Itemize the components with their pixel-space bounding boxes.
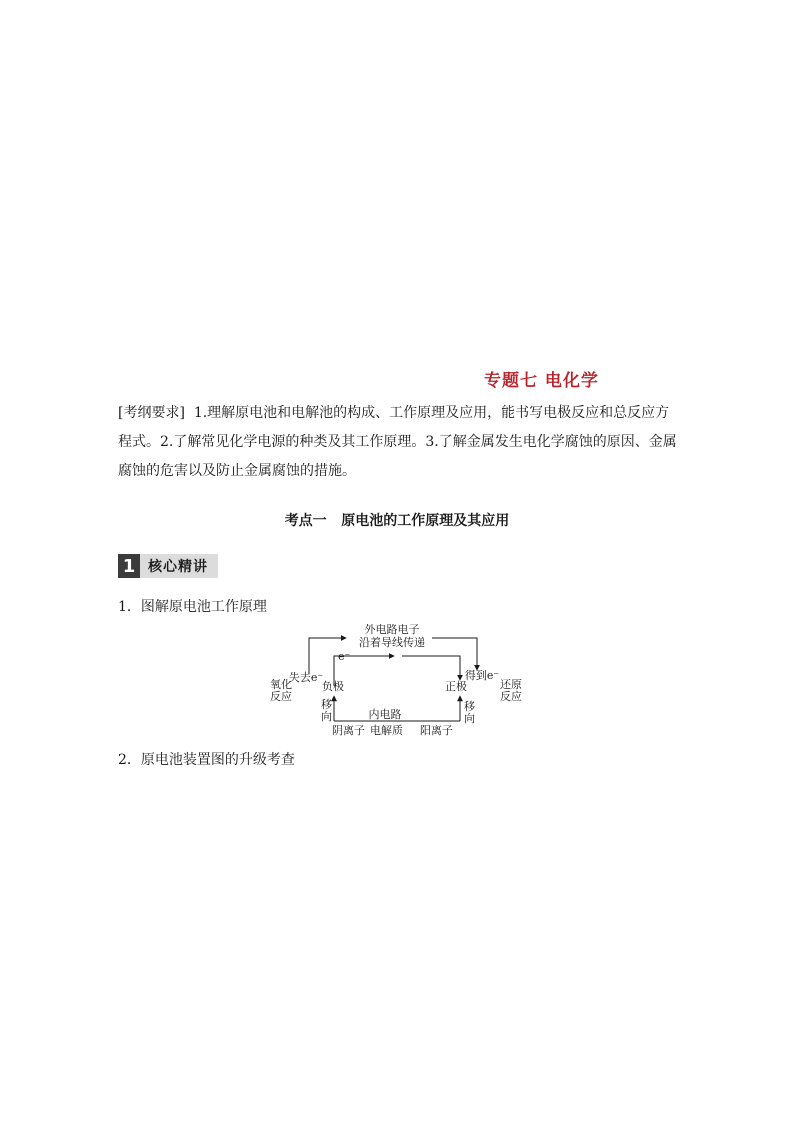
move-left-label-2: 向 (321, 710, 332, 723)
badge-number: 1 (118, 554, 140, 578)
section-title: 考点一 原电池的工作原理及其应用 (284, 513, 510, 529)
outer-right-arrow-line (432, 638, 477, 670)
syllabus-requirements: [考纲要求] 1.理解原电池和电解池的构成、工作原理及应用，能书写电极反应和总反应方程式。2.了解常见化学电源的种类及其工作原理。3.了解金属发生电化学腐蚀的原因、金属腐蚀的危害以及防止金属腐蚀的措施。 (118, 405, 677, 479)
cation-label: 阳离子 (420, 724, 453, 737)
core-lecture-badge (118, 554, 218, 578)
badge-label: 核心精讲 (148, 559, 208, 575)
galvanic-cell-diagram (262, 624, 532, 738)
electrolyte-label: 电解质 (370, 724, 403, 737)
list-item: 2．原电池装置图的升级考查 (118, 752, 295, 768)
list-item: 1．图解原电池工作原理 (118, 599, 267, 615)
anion-label: 阴离子 (332, 724, 365, 737)
move-right-label-1: 移 (464, 700, 475, 713)
oxidation-label-2: 反应 (270, 690, 292, 703)
electron-flow-line-right (402, 656, 460, 680)
external-circuit-label-2: 沿着导线传递 (359, 636, 425, 649)
internal-circuit-label: 内电路 (368, 708, 402, 721)
positive-electrode-label: 正极 (445, 680, 467, 693)
external-circuit-label-1: 外电路电子 (364, 624, 420, 636)
reduction-label-1: 还原 (500, 678, 522, 691)
oxidation-label-1: 氧化 (270, 678, 292, 691)
move-right-label-2: 向 (464, 712, 475, 725)
gain-electron-label: 得到e⁻ (464, 669, 500, 682)
negative-electrode-label: 负极 (322, 680, 344, 693)
reduction-label-2: 反应 (500, 690, 522, 703)
move-left-label-1: 移 (321, 698, 332, 711)
page-title: 专题七 电化学 (484, 371, 599, 391)
electron-symbol: e⁻ (338, 650, 351, 663)
lose-electron-label: 失去e⁻ (288, 671, 324, 684)
